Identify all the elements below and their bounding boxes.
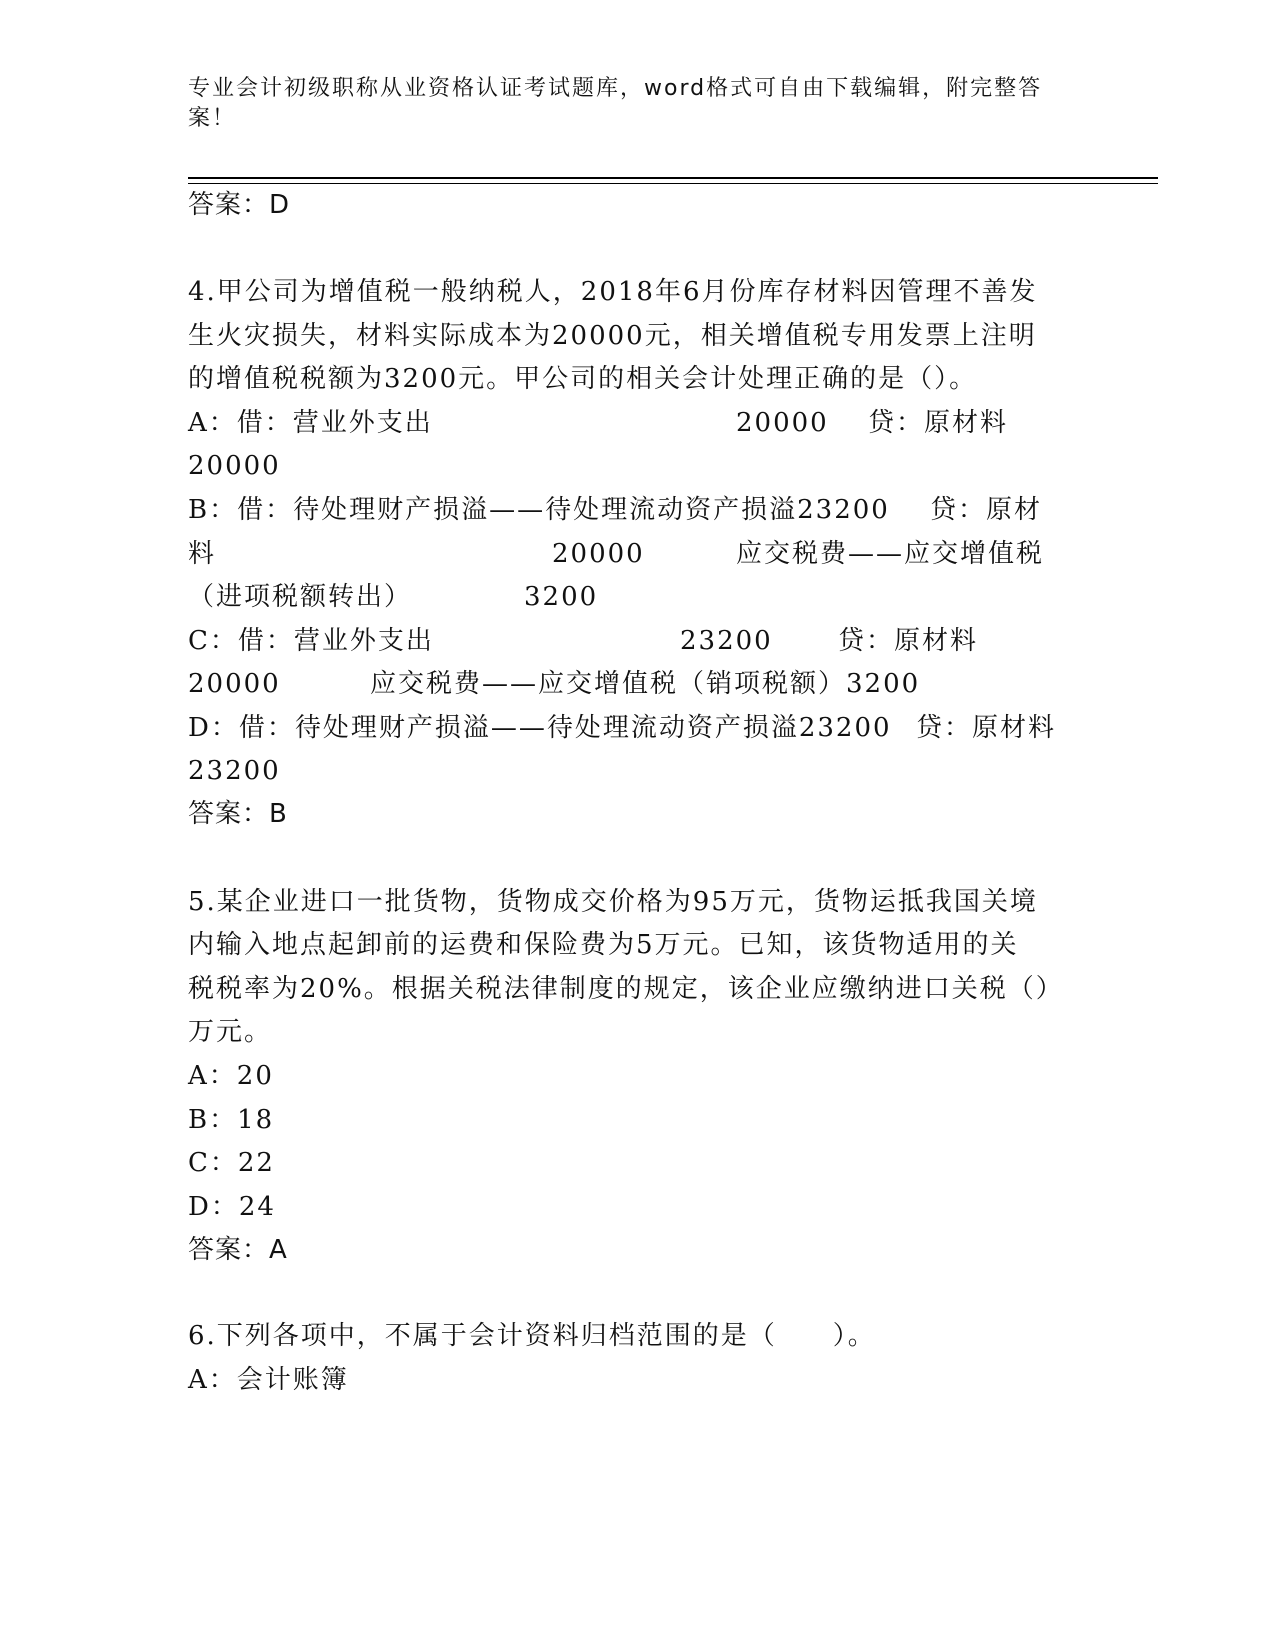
q4-option-c-amount: 23200 bbox=[680, 626, 773, 656]
q4-option-b-amount: 20000 bbox=[552, 539, 645, 569]
q4-option-b-debit: B：借：待处理财产损溢——待处理流动资产损溢23200 bbox=[188, 495, 890, 525]
q5-line-3: 税税率为20%。根据关税法律制度的规定，该企业应缴纳进口关税（） bbox=[188, 974, 1064, 1004]
q6-option-a: A：会计账簿 bbox=[188, 1365, 349, 1395]
q4-option-c-debit: C：借：营业外支出 bbox=[188, 626, 434, 656]
q4-option-a-debit: A：借：营业外支出 bbox=[188, 408, 433, 438]
q5-line-4: 万元。 bbox=[188, 1017, 273, 1047]
q6-line-1: 6.下列各项中，不属于会计资料归档范围的是（ ）。 bbox=[188, 1321, 876, 1351]
q4-option-c-credit: 贷：原材料 bbox=[838, 626, 979, 656]
q5-option-b: B：18 bbox=[188, 1105, 275, 1135]
q5-option-c: C：22 bbox=[188, 1148, 275, 1178]
header-line-2: 案！ bbox=[188, 106, 237, 131]
q4-line-2: 生火灾损失，材料实际成本为20000元，相关增值税专用发票上注明 bbox=[188, 321, 1037, 351]
q4-option-b-tax: 应交税费——应交增值税 bbox=[736, 539, 1045, 569]
q4-option-c-tax: 应交税费——应交增值税（销项税额）3200 bbox=[370, 669, 921, 699]
q4-option-b-tax-cont: （进项税额转出） bbox=[188, 582, 413, 612]
q4-option-b-credit: 贷：原材 bbox=[930, 495, 1043, 525]
header-rule-thin bbox=[188, 183, 1158, 184]
q4-line-1: 4.甲公司为增值税一般纳税人，2018年6月份库存材料因管理不善发 bbox=[188, 277, 1038, 307]
q5-line-2: 内输入地点起卸前的运费和保险费为5万元。已知，该货物适用的关 bbox=[188, 930, 1019, 960]
q5-option-a: A：20 bbox=[188, 1061, 274, 1091]
q4-option-a-credit: 贷：原材料 bbox=[868, 408, 1009, 438]
q5-line-1: 5.某企业进口一批货物，货物成交价格为95万元，货物运抵我国关境 bbox=[188, 887, 1038, 917]
q4-option-a-credit-amount: 20000 bbox=[188, 451, 281, 481]
q4-option-b-credit-cont: 料 bbox=[188, 539, 217, 569]
q4-option-d-debit: D：借：待处理财产损溢——待处理流动资产损溢23200 bbox=[188, 713, 892, 743]
answer-prev: 答案：D bbox=[188, 190, 291, 220]
q4-option-b-tax-amount: 3200 bbox=[524, 582, 599, 612]
page-header bbox=[188, 74, 1078, 134]
q4-line-3: 的增值税税额为3200元。甲公司的相关会计处理正确的是（）。 bbox=[188, 364, 978, 394]
q4-answer: 答案：B bbox=[188, 799, 288, 829]
q4-option-a-amount: 20000 bbox=[736, 408, 829, 438]
q4-option-c-credit-amount: 20000 bbox=[188, 669, 281, 699]
q5-answer: 答案：A bbox=[188, 1235, 288, 1265]
q4-option-d-credit: 贷：原材料 bbox=[916, 713, 1057, 743]
header-rule-thick bbox=[188, 177, 1158, 179]
q4-option-d-credit-amount: 23200 bbox=[188, 756, 281, 786]
header-line-1: 专业会计初级职称从业资格认证考试题库，word格式可自由下载编辑，附完整答 bbox=[188, 76, 1043, 101]
q5-option-d: D：24 bbox=[188, 1192, 276, 1222]
